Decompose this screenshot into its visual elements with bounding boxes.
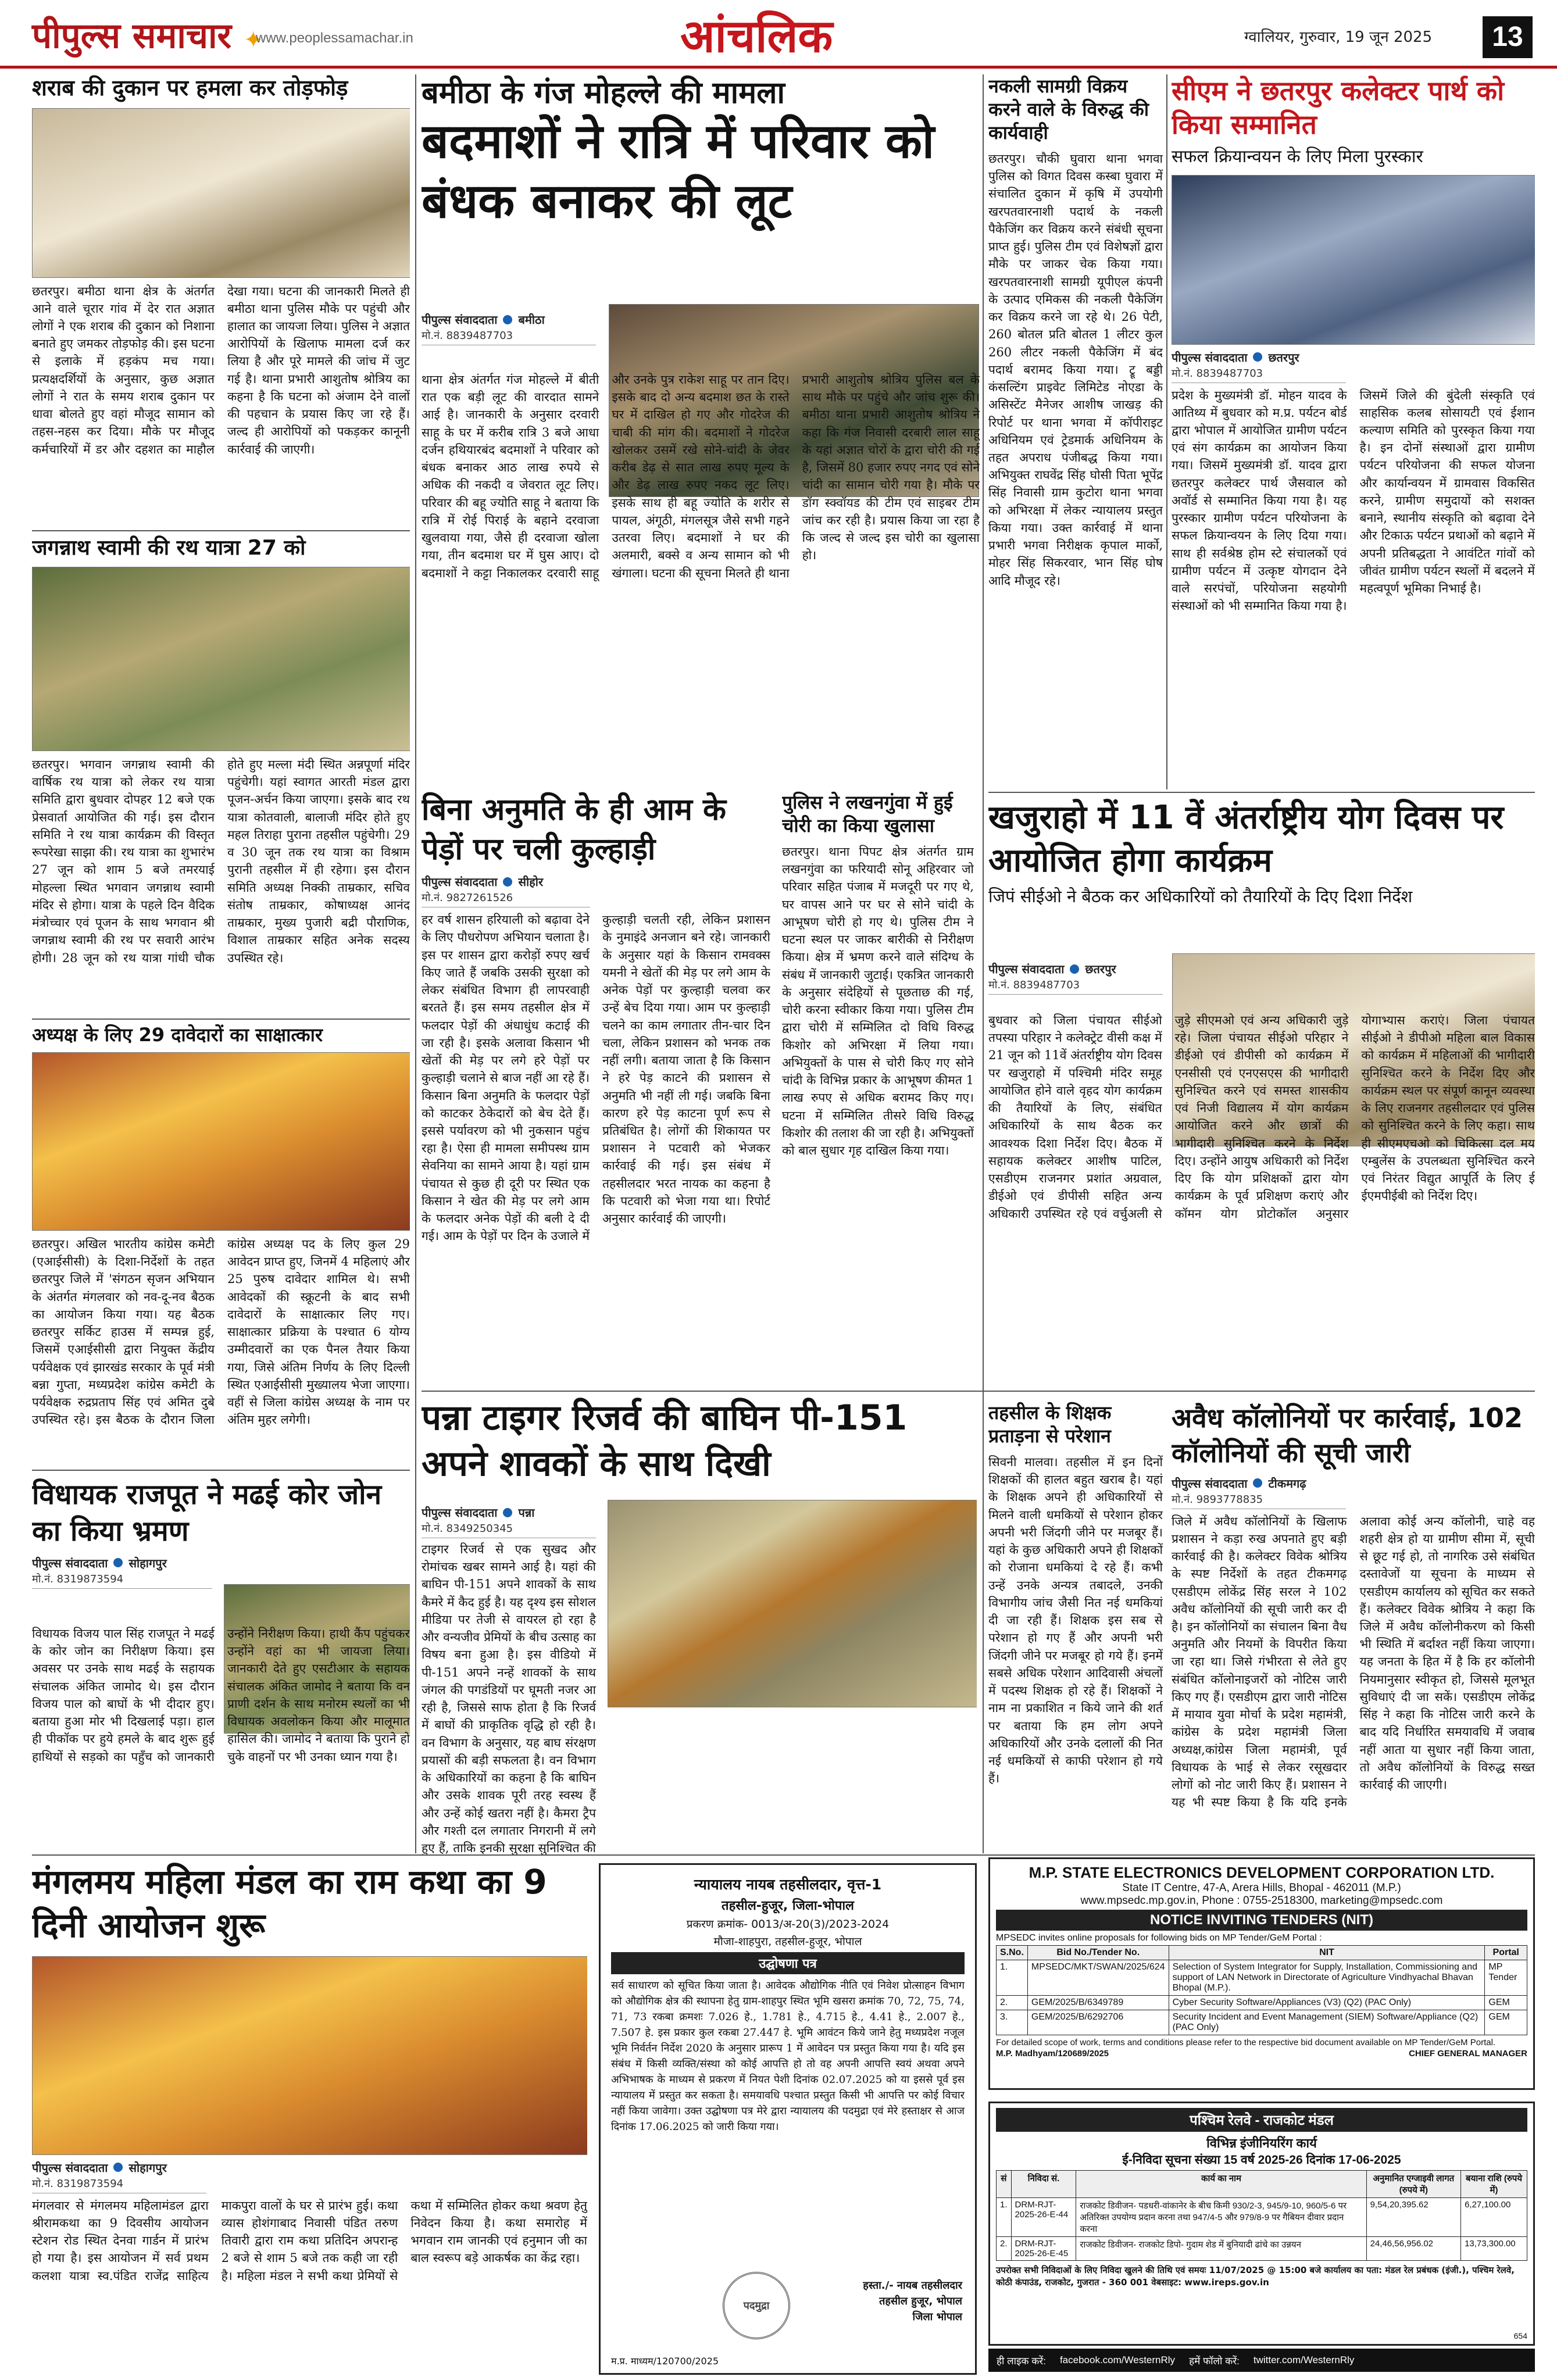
- story-fake-goods: [988, 74, 1163, 789]
- row-rule: [32, 1470, 410, 1471]
- col-portal: Portal: [1485, 1946, 1527, 1960]
- column-rule: [415, 74, 416, 1853]
- byline: पीपुल्स संवाददाता छतरपुर: [1172, 350, 1299, 364]
- signatory-district: जिला भोपाल: [912, 2311, 962, 2323]
- story-body: सिवनी मालवा। तहसील में इन दिनों शिक्षकों की हालत बहुत खराब है। यहां के शिक्षक अपने ही अधिकारियों से मिलने वाली धमकियों से परेशान होकर अपनी भरी जिंदगी जीने पर मजबूर हैं। यहां के कुछ अधिकारी अपने ही शिक्षकों को रोजाना धमकियां दे रहे हैं। कभी उन्हें उनके अन्यत्र तबादले, उनकी विभागीय जांच जैसी नित नई धमकियां दी जा रही हैं। शिक्षक इस सब से परेशान हो गए हैं और अपनी भरी जिंदगी जीने पर मजबूर हो गये हैं। इनमें सबसे अधिक परेशान आदिवासी अंचलों में पदस्थ शिक्षक हो रहे हैं। शिक्षकों ने नाम ना प्रकाशित न किये जाने की शर्त पर बताया कि हम लोग अपने अधिकारियों और उनके दलालों की नित नई धमकियों से काफी परेशान हो गये हैं।: [988, 1455, 1163, 1786]
- byline: पीपुल्स संवाददाता बमीठा: [422, 313, 545, 327]
- rail-title: पश्चिम रेलवे - राजकोट मंडल: [996, 2108, 1527, 2132]
- bullet-icon: [113, 2163, 123, 2172]
- deck: सफल क्रियान्वयन के लिए मिला पुरस्कार: [1172, 146, 1423, 167]
- table-row: 1. DRM-RJT-2025-26-E-44 राजकोट डिवीजन- पडधरी-वांकानेर के बीच किमी 930/2-3, 945/9-10, 960/5-6 पर अतिरिक्त उपयोग्य प्रदान करना तथा 947/4-5 और 979/8-9 पर गैबियन दीवार प्रदान करना 9,54,20,395.62 6,27,100.00: [997, 2198, 1527, 2237]
- org-title: M.P. STATE ELECTRONICS DEVELOPMENT CORPORATION LTD.: [1029, 1864, 1495, 1881]
- story-body: थाना क्षेत्र अंतर्गत गंज मोहल्ले में बीती रात एक बड़ी लूट की वारदात सामने आई है। जानकारी के अनुसार दरवारी साहू के घर में करीब रात्रि 3 बजे आधा दर्जन हथियारबंद बदमाशों ने परिवार को बंधक बनाकर आठ लाख रुपये से अधिक की नकदी व जेवरात लूट लिए। परिवार की बहू ज्योति साहू ने बताया कि रात्रि में रोई पिराई के बहाने दरवाजा खुलवाया गया, जैसे ही दरवाजा खोला गया, तीन बदमाश घर में घुस आए। दो बदमाशों ने कट्टा निकालकर दरवारी साहू और उनके पुत्र राकेश साहू पर तान दिए। इसके बाद दो अन्य बदमाश छत के रास्ते घर में दाखिल हो गए और गोदरेज की चाबी की मांग की। बदमाशों ने गोदरेज खोलकर उसमें रखे सोने-चांदी के जेवर करीब डेढ़ से सात लाख रुपए मूल्य के और डेढ़ लाख रुपए नकद लूट लिए। इसके साथ ही बहू ज्योति के शरीर से पायल, अंगूठी, मंगलसूत्र जैसे सभी गहने उतरवा लिए। बदमाशों ने घर की अलमारी, बक्से व अन्य सामान को भी खंगाला। घटना की सूचना मिलते ही थाना प्रभारी आशुतोष श्रोत्रिय पुलिस बल के साथ मौके पर पहुंचे और जांच शुरू की। बमीठा थाना प्रभारी आशुतोष श्रोत्रिय ने कहा कि गंज निवासी दरबारी लाल साहू के यहां अज्ञात चोरों के द्वारा चोरी की गई है, जिसमें 80 हजार रुपए नगद एवं सोने चांदी का सामान चोरी गया है। मौके पर डॉग स्क्वॉयड की टीम एवं साइबर टीम जांच कर रही है। प्रयास किया जा रहा है कि जल्द से जल्द इस चोरी का खुलासा हो।: [422, 373, 980, 580]
- story-body: छतरपुर। भगवान जगन्नाथ स्वामी की वार्षिक रथ यात्रा को लेकर रथ यात्रा समिति द्वारा बुधवार दोपहर 12 बजे एक प्रेसवार्ता आयोजित की गई। इस दौरान समिति ने रथ यात्रा कार्यक्रम की विस्तृत रूपरेखा साझा की। रथ यात्रा का शुभारंभ 27 जून को शाम 5 बजे तमरयाई मोहल्ला स्थित भगवान जगन्नाथ स्वामी मंदिर से होगा। यात्रा के पहले दिन वैदिक मंत्रोच्चार एवं पूजन के साथ भगवान श्री जगन्नाथ स्वामी की रथ पर सवारी आरंभ होगी। 28 जून को रथ यात्रा गांधी चौक होते हुए मल्ला मंदी स्थित अन्नपूर्णा मंदिर पहुंचेगी। यहां स्वागत आरती मंडल द्वारा पूजन-अर्चन किया जाएगा। इसके बाद रथ यात्रा कोतवाली, बालाजी मंदिर होते हुए महल तिराहा पुराना तहसील पहुंचेगी। 29 व 30 जून तक रथ यात्रा का विश्राम पुरानी तहसील में ही रहेगा। इस दौरान समिति अध्यक्ष निक्की ताम्रकार, सचिव संतोष ताम्रकार, कोषाध्यक्ष आनंद ताम्रकार, मुख्य पुजारी बद्री पौराणिक, विशाल ताम्रकार सहित अनेक सदस्य उपस्थित रहे।: [32, 757, 410, 965]
- story-body: बुधवार को जिला पंचायत सीईओ तपस्या परिहार ने कलेक्ट्रेट वीसी कक्ष में 21 जून को 11वें अंतर्राष्ट्रीय योग दिवस पर खजुराहो में पश्चिमी मंदिर समूह आयोजित होने वाले वृहद योग कार्यक्रम की तैयारियों के लिए, संबंधित अधिकारियों के साथ बैठक कर आवश्यक दिशा निर्देश दिए। बैठक में सहायक कलेक्टर आशीष पाटिल, एसडीएम राजनगर प्रशांत अग्रवाल, डीईओ एवं डीपीसी सहित अन्य अधिकारी उपस्थित रहे एवं वर्चुअली से जुड़े सीएमओ एवं अन्य अधिकारी जुड़े रहे। जिला पंचायत सीईओ परिहार ने डीईओ एवं डीपीसी को कार्यक्रम में एनसीसी एवं एनएसएस की भागीदारी सुनिश्चित करने एवं समस्त शासकीय एवं निजी विद्यालय में योग कार्यक्रम आयोजित करने और छात्रों की भागीदारी सुनिश्चित करने के निर्देश दिए। उन्होंने आयुष अधिकारी को निर्देश दिए कि योग प्रशिक्षकों द्वारा योग कार्यक्रम के पूर्व प्रशिक्षण कराएं और कॉमन योग प्रोटोकॉल अनुसार योगाभ्यास कराएं। जिला पंचायत सीईओ ने डीपीओ महिला बाल विकास को कार्यक्रम में महिलाओं की भागीदारी सुनिश्चित करने के निर्देश दिए और कार्यक्रम स्थल पर संपूर्ण कानून व्यवस्था के लिए राजनगर तहसीलदार एवं पुलिस को सुनिश्चित करने के लिए कहा। साथ ही सीएमएचओ को चिकित्सा दल मय एम्बुलेंस के उपलब्धता सुनिश्चित करने एवं निरंतर विद्युत आपूर्ति के लिए ई ईएमपीईबी को निर्देश दिए।: [988, 1013, 1535, 1221]
- headline: अवैध कॉलोनियों पर कार्रवाई, 102 कॉलोनियों की सूची जारी: [1172, 1402, 1523, 1468]
- org-address: State IT Centre, 47-A, Arera Hills, Bhopal - 462011 (M.P.): [1122, 1882, 1401, 1894]
- notice-body: सर्व साधारण को सूचित किया जाता है। आवेदक औद्योगिक नीति एवं निवेश प्रोत्साहन विभाग को औद्योगिक क्षेत्र की स्थापना हेतु ग्राम-शाहपुर स्थित भूमि खसरा क्रमांक 70, 72, 75, 74, 71, 73 रकबा क्रमशः 7.026 हे., 1.781 हे., 4.715 हे., 4.41 हे., 2.007 हे., 7.507 हे. इस प्रकार कुल रकबा 27.447 हे. भूमि आवंटन किये जाने हेतु मध्यप्रदेश नजूल भूमि निर्वर्तन निर्देश 2020 के अनुसार प्रारूप 1 में आवेदन पत्र प्रस्तुत किया गया है। यदि इस संबंध में किसी व्यक्ति/संस्था को कोई आपत्ति हो तो वह अपनी आपत्ति स्वयं अथवा अपने अभिभाषक के माध्यम से प्रकरण में नियत पेशी दिनांक 02.07.2025 को या इससे पूर्व इस न्यायालय में प्रस्तुत कर सकता है। समयावधि पश्चात प्रस्तुत किसी भी आपत्ति पर कोई विचार नहीं किया जावेगा। उक्त उद्घोषणा पत्र मेरे द्वारा न्यायालय की पदमुद्रा एवं मेरे हस्ताक्षर से आज दिनांक 17.06.2025 को जारी किया गया।: [611, 1979, 965, 2133]
- col-nit: NIT: [1169, 1946, 1485, 1960]
- byline: पीपुल्स संवाददाता पन्ना: [422, 1506, 535, 1520]
- ref-number: M.P. Madhyam/120689/2025: [996, 2049, 1109, 2059]
- signatory-office: तहसील हुजूर, भोपाल: [879, 2295, 962, 2307]
- row-rule: [422, 1391, 1535, 1392]
- seal-stamp: पदमुद्रा: [723, 2272, 790, 2339]
- headline: नकली सामग्री विक्रय करने वाले के विरुद्ध की कार्यवाही: [988, 75, 1149, 144]
- column-rule: [1166, 74, 1167, 789]
- like-label: ही लाइक करें:: [997, 2355, 1046, 2367]
- masthead: [0, 0, 1557, 69]
- story-congress: [32, 1023, 410, 1465]
- photo: [608, 1500, 977, 1707]
- nit-footer: For detailed scope of work, terms and conditions please refer to the respective bid document available on MP Tender/GeM Portal.: [996, 2038, 1496, 2047]
- story-liquor-shop: [32, 74, 410, 528]
- story-mango-trees: [422, 791, 770, 1389]
- col-sno: S.No.: [997, 1946, 1028, 1960]
- table-header: [997, 1946, 1527, 1960]
- follow-label: हमें फॉलो करें:: [1189, 2355, 1240, 2367]
- story-rath-yatra: [32, 535, 410, 1017]
- table-row: 1. MPSEDC/MKT/SWAN/2025/624 Selection of System Integrator for Supply, Installation, Commissioning and support of LAN Network in Directorate of Agriculture Vindhyachal Bhavan Bhopal (M.P.). MP Tender: [997, 1960, 1527, 1996]
- byline: पीपुल्स संवाददाता सोहागपुर: [32, 1556, 167, 1570]
- org-contact: www.mpsedc.mp.gov.in, Phone : 0755-2518300, marketing@mpsedc.com: [1080, 1895, 1443, 1907]
- signatory: CHIEF GENERAL MANAGER: [1409, 2049, 1527, 2059]
- court-title: न्यायालय नायब तहसीलदार, वृत्त-1: [694, 1876, 882, 1893]
- bullet-icon: [1253, 352, 1262, 362]
- story-body: हर वर्ष शासन हरियाली को बढ़ावा देने के लिए पौधरोपण अभियान चलाता है। इस पर शासन द्वारा करोड़ों रुपए खर्च किए जाते हैं जबकि उसकी सुरक्षा को लेकर संबंधित विभाग ही लापरवाही बरतते हैं। इस समय तहसील क्षेत्र में फलदार पेड़ों की अंधाधुंध कटाई की जा रही है। इसके अलावा किसान भी खेतों की मेड़ पर लगे हरे पेड़ों पर कुल्हाड़ी चलाने से बाज नहीं आ रहे हैं। किसान बिना अनुमति के फलदार पेड़ों को काटकर ठेकेदारों को बेच देते हैं। इससे पर्यावरण को भी नुकसान पहुंच रहा है। ऐसा ही मामला समीपस्थ ग्राम सेवनिया का सामने आया है। यहां ग्राम पंचायत से कुछ ही दूरी पर स्थित एक किसान ने खेत की मेड़ पर लगे आम के फलदार अनेक पेड़ों की बली दे दी गई। आम के पेड़ों पर दिन के उजाले में कुल्हाड़ी चलती रही, लेकिन प्रशासन के नुमाइंदे अनजान बने रहे। जानकारी के अनुसार यहां के किसान रामवक्स यमनी ने खेतों की मेड़ पर लगे आम के अनेक पेड़ों पर कुल्हाड़ी चलवा कर उन्हें बेच दिया गया। आम पर कुल्हाड़ी चलने का काम लगातार तीन-चार दिन चला, लेकिन प्रशासन को भनक तक नहीं लगी। बताया जाता है कि किसान ने हरे पेड़ काटने की प्रशासन से अनुमति भी नहीं ली गई। जबकि बिना कारण हरे पेड़ काटना पूर्ण रूप से प्रतिबंधित है। लोगों की शिकायत पर प्रशासन ने पटवारी को भेजकर कार्रवाई की गई। इस संबंध में तहसीलदार भरत नायक का कहना है कि पटवारी को भेजा गया था। रिपोर्ट अनुसार कार्रवाई की जाएगी।: [422, 913, 770, 1243]
- story-cm-award: [1172, 74, 1535, 789]
- story-mla-visit: [32, 1477, 410, 1849]
- ad-code: 654: [1513, 2331, 1527, 2340]
- photo: [32, 1052, 410, 1231]
- story-body: टाइगर रिजर्व से एक सुखद और रोमांचक खबर सामने आई है। यहां की बाघिन पी-151 अपने शावकों के साथ कैमरे में कैद हुई है। यह दृश्य इस सोशल मीडिया पर तेजी से वायरल हो रहा है और वन्यजीव प्रेमियों के बीच उत्साह का विषय बना हुआ है। इस वीडियो में पी-151 अपने नन्हें शावकों के साथ जंगल की पगडंडियों पर घूमती नजर आ रही है, जिससे साफ होता है कि रिजर्व में बाघों की प्राकृतिक वृद्धि हो रही है। वन विभाग के अनुसार, यह बाघ संरक्षण प्रयासों की बड़ी सफलता है। वन विभाग के अधिकारियों का कहना है कि बाघिन और उसके शावक पूरी तरह स्वस्थ हैं और उन्हें कोई खतरा नहीं है। कैमरा ट्रैप और गश्ती दल लगातार निगरानी में लगे हुए हैं, ताकि इनकी सुरक्षा सुनिश्चित की: [422, 1542, 596, 1854]
- bullet-icon: [1253, 1478, 1262, 1488]
- table-row: 3. GEM/2025/B/6292706 Security Incident and Event Management (SIEM) Software/Appliance (Q2) (PAC Only) GEM: [997, 2010, 1527, 2035]
- story-illegal-colonies: [1172, 1401, 1535, 1849]
- rail-sub: विभिन्न इंजीनियरिंग कार्य: [1206, 2136, 1317, 2150]
- nit-intro: MPSEDC invites online proposals for following bids on MP Tender/GeM Portal :: [996, 1933, 1322, 1943]
- bullet-icon: [503, 315, 512, 324]
- brand-star-icon: ✦: [243, 27, 263, 53]
- mobile: मो.नं. 8349250345: [422, 1521, 596, 1538]
- photo: [32, 567, 410, 751]
- row-rule: [32, 530, 410, 531]
- col-emd: बयाना राशि (रुपये में): [1461, 2171, 1527, 2198]
- story-body: छतरपुर। बमीठा थाना क्षेत्र के अंतर्गत आने वाले चूरार गांव में देर रात अज्ञात लोगों ने एक शराब की दुकान को निशाना बनाते हुए जमकर तोड़फोड़ की। इस घटना से इलाके में हड़कंप मच गया। प्रत्यक्षदर्शियों के अनुसार, कुछ अज्ञात लोगों ने रात के समय शराब दुकान पर धावा बोलते हुए वहां मौजूद सामान को तहस-नहस कर दिया। मौके पर मौजूद कर्मचारियों में डर और दहशत का माहौल देखा गया। घटना की जानकारी मिलते ही बमीठा थाना पुलिस मौके पर पहुंची और हालात का जायजा लिया। पुलिस ने अज्ञात आरोपियों के खिलाफ मामला दर्ज कर लिया है और पूरे मामले की जांच में जुट गई है। थाना प्रभारी आशुतोष श्रोत्रिय का कहना है कि घटना को अंजाम देने वालों की पहचान के प्रयास किए जा रहे हैं। जल्द ही आरोपियों को पकड़कर कानूनी कार्रवाई की जाएगी।: [32, 284, 410, 456]
- page-number: 13: [1483, 16, 1533, 58]
- bullet-icon: [113, 1558, 123, 1567]
- col-bid: Bid No./Tender No.: [1027, 1946, 1169, 1960]
- rail-nit: ई-निविदा सूचना संख्या 15 वर्ष 2025-26 दिनांक 17-06-2025: [1122, 2153, 1401, 2167]
- headline: विधायक राजपूत ने मढई कोर जोन का किया भ्रमण: [32, 1478, 382, 1548]
- story-body: विधायक विजय पाल सिंह राजपूत ने मढई के कोर जोन का निरीक्षण किया। इस अवसर पर उनके साथ मढई के सहायक संचालक अंकित जामोद थे। इस दौरान विजय पाल को बाघों के भी दीदार हुए। बताया हुआ मोर भी दिखलाई पड़ा। हाल ही पीकॉक पर हुये हमले के बाद शुरू हुई हाथियों से सड़को का पहुँच को जानकारी उन्होंने निरीक्षण किया। हाथी कैंप पहुंचकर उन्होंने वहां का भी जायजा लिया। जानकारी देते हुए एसटीआर के सहायक संचालक अंकित जामोद ने बताया कि वन प्राणी दर्शन के साथ मनोरम स्थलों का भी विधायक अवलोकन किया और मालूमात हासिल की। जामोद ने बताया कि पुराने हो चुके वाहनों पर भी उनका ध्यान गया है।: [32, 1627, 410, 1764]
- photo: [32, 1956, 587, 2155]
- story-teachers: [988, 1401, 1163, 1849]
- table-header: [997, 2171, 1527, 2198]
- row-rule: [32, 1019, 410, 1020]
- headline: बिना अनुमति के ही आम के पेड़ों पर चली कुल्हाड़ी: [422, 792, 726, 867]
- col-tender: निविदा सं.: [1011, 2171, 1076, 2198]
- section-title: आंचलिक: [680, 10, 833, 63]
- mobile: मो.नं. 8319873594: [32, 1572, 212, 1589]
- story-body: प्रदेश के मुख्यमंत्री डॉ. मोहन यादव के आतिथ्य में बुधवार को म.प्र. पर्यटन बोर्ड द्वारा भोपाल में आयोजित ग्रामीण पर्यटन एवं संग कार्यक्रम का आयोजन किया गया। जिसमें मुख्यमंत्री डॉ. यादव द्वारा छतरपुर कलेक्टर पार्थ जैसवाल को अवॉर्ड से सम्मानित किया गया है। यह पुरस्कार ग्रामीण पर्यटन परियोजना के सफल क्रियान्वयन के लिए दिया गया। साथ ही सर्वश्रेष्ठ होम स्टे संचालकों एवं ग्रामीण पर्यटन में उत्कृष्ट योगदान देने वाले सरपंचों, परियोजना सहयोगी संस्थाओं को भी सम्मानित किया गया है। जिसमें जिले की बुंदेली संस्कृति एवं साहसिक कलब सोसायटी एवं ईशान कल्याण समिति को पुरस्कृत किया गया है। इन दोनों संस्थाओं द्वारा ग्रामीण पर्यटन परियोजना की सफल योजना और कार्यान्वयन में ग्रामवास विकसित करने, ग्रामीण समुदायों को सशक्त बनाने, स्थानीय संस्कृति को बढ़ावा देने और टिकाऊ पर्यटन प्रथाओं को बढ़ाने में अपनी प्रतिबद्धता ने आवंटित गांवों को जीवंत ग्रामीण पर्यटन स्थलों में बदलने में महत्वपूर्ण भूमिका निभाई है।: [1172, 388, 1535, 613]
- col-cost: अनुमानित एग्जाइवी लागत (रुपये में): [1366, 2171, 1460, 2198]
- headline: अध्यक्ष के लिए 29 दावेदारों का साक्षात्कार: [32, 1024, 323, 1046]
- headline: पुलिस ने लखनगुंवा में हुई चोरी का किया खुलासा: [782, 791, 953, 837]
- mobile: मो.नं. 9827261526: [422, 891, 590, 907]
- court-sub: तहसील-हुजूर, जिला-भोपाल: [722, 1899, 854, 1913]
- rail-table: [996, 2170, 1527, 2261]
- case-number: प्रकरण क्रमांक- 0013/अ-20(3)/2023-2024: [686, 1918, 890, 1931]
- row-rule: [988, 792, 1535, 793]
- deck: जिपं सीईओ ने बैठक कर अधिकारियों को तैयारियों के दिए दिशा निर्देश: [988, 886, 1413, 906]
- tender-table: [996, 1945, 1527, 2035]
- mobile: मो.नं. 9893778835: [1172, 1492, 1346, 1509]
- story-theft-solved: [782, 791, 974, 1389]
- headline: बदमाशों ने रात्रि में परिवार को बंधक बनाकर की लूट: [422, 114, 935, 229]
- row-rule: [32, 1854, 1535, 1856]
- notice-label: उद्घोषणा पत्र: [611, 1952, 965, 1974]
- story-robbery: [422, 74, 980, 795]
- story-yoga-day: [988, 796, 1535, 1395]
- story-body: छतरपुर। अखिल भारतीय कांग्रेस कमेटी (एआईसीसी) के दिशा-निर्देशों के तहत छतरपुर जिले में 'संगठन सृजन अभियान के अंतर्गत मंगलवार को नव-दू-नव बैठक का आयोजन किया गया। यह बैठक छतरपुर सर्किट हाउस में सम्पन्न हुई, जिसमें एआईसीसी द्वारा नियुक्त केंद्रीय पर्यवेक्षक एवं झारखंड सरकार के पूर्व मंत्री बन्ना गुप्ता, मध्यप्रदेश कांग्रेस कमेटी के पर्यवेक्षक रुद्रप्रताप सिंह एवं अमित दुबे उपस्थित रहे। इस बैठक के दौरान जिला कांग्रेस अध्यक्ष पद के लिए कुल 29 आवेदन प्राप्त हुए, जिनमें 4 महिलाएं और 25 पुरुष दावेदार शामिल थे। सभी आवेदकों की स्क्रूटनी के बाद सभी दावेदारों के साक्षात्कार लिए गए। साक्षात्कार प्रक्रिया के पश्चात 6 योग्य उम्मीदवारों का एक पैनल तैयार किया गया, जिसे अंतिम निर्णय के लिए दिल्ली स्थित एआईसीसी मुख्यालय भेजा जाएगा। वहीं से जिला कांग्रेस अध्यक्ष के नाम पर अंतिम मुहर लगेगी।: [32, 1237, 410, 1427]
- bullet-icon: [1070, 964, 1079, 974]
- headline: मंगलमय महिला मंडल का राम कथा का 9 दिनी आयोजन शुरू: [32, 1862, 547, 1946]
- social-footer: [988, 2349, 1535, 2372]
- headline: जगन्नाथ स्वामी की रथ यात्रा 27 को: [32, 536, 306, 560]
- story-ram-katha: [32, 1860, 587, 2378]
- column-rule: [983, 74, 984, 1853]
- mobile: मो.नं. 8839487703: [422, 328, 596, 345]
- byline: पीपुल्स संवाददाता सीहोर: [422, 875, 544, 889]
- tender-mpsedc: [988, 1857, 1535, 2090]
- table-row: 2. GEM/2025/B/6349789 Cyber Security Software/Appliances (V3) (Q2) (PAC Only) GEM: [997, 1996, 1527, 2010]
- story-body: छतरपुर। थाना पिपट क्षेत्र अंतर्गत ग्राम लखनगुंवा का फरियादी सोनू अहिरवार जो परिवार सहित पंजाब में मजदूरी पर गए थे, घर वापस आने पर घर से सोने चांदी के आभूषण चोरी हो गए थे। पुलिस टीम ने घटना स्थल पर जाकर बारीकी से निरीक्षण किया। क्षेत्र में भ्रमण करने वाले संदिग्ध के संबंध में जानकारी जुटाई। एकत्रित जानकारी के अनुसार संदेहियों से पूछताछ की गई, चोरी करना स्वीकार किया गया। पुलिस टीम द्वारा चोरी में सम्मिलित दो विधि विरुद्ध किशोर को अभिरक्षा में लिया गया। अभियुक्तों के पास से चोरी किए गए सोने चांदी के विभिन्न प्रकार के आभूषण कीमत 1 लाख रुपए से अधिक बरामद किए गए। घटना में सम्मिलित तीसरे विधि विरुद्ध किशोर की तलाश की जा रही है। अभियुक्तों को बाल सुधार गृह दाखिल किया गया।: [782, 845, 974, 1157]
- photo: [32, 108, 410, 278]
- col-work: कार्य का नाम: [1076, 2171, 1366, 2198]
- facebook-link[interactable]: facebook.com/WesternRly: [1059, 2354, 1176, 2365]
- byline: पीपुल्स संवाददाता सोहागपुर: [32, 2160, 167, 2175]
- village: मौजा-शाहपुरा, तहसील-हुजूर, भोपाल: [713, 1935, 862, 1948]
- headline: शराब की दुकान पर हमला कर तोड़फोड़: [32, 75, 348, 101]
- bullet-icon: [503, 877, 512, 887]
- twitter-link[interactable]: twitter.com/WesternRly: [1253, 2354, 1355, 2365]
- headline: पन्ना टाइगर रिजर्व की बाघिन पी-151 अपने शावकों के साथ दिखी: [422, 1398, 908, 1485]
- nit-bar: NOTICE INVITING TENDERS (NIT): [996, 1910, 1527, 1931]
- story-body: छतरपुर। चौकी घुवारा थाना भगवा पुलिस को विगत दिवस कस्बा घुवारा में संचालित दुकान में कृषि में उपयोगी खरपतवारनाशी पदार्थ के नकली पैकेजिंग कर विक्रय करने संबंधी सूचना प्राप्त हुई। पुलिस टीम एवं विशेषज्ञों द्वारा मौके पर जाकर चेक किया गया। खरपतवारनाशी सामग्री यूपीएल कंपनी के उत्पाद एमिकस की नकली पैकेजिंग कर विक्रय करने जा रहे थे। 26 पेटी, 260 बोतल प्रति बोतल 1 लीटर कुल 260 लीटर नकली पैकेजिंग में बंद पदार्थ बरामद किया गया। ट्रू बड्डी कंसल्टिंग प्राइवेट लिमिटेड नोएडा के असिस्टेंट मैनेजर आशीष जाखड़ की रिपोर्ट पर थाना भगवा में कॉपीराइट अधिनियम एवं ट्रेडमार्क अधिनियम के तहत अपराध पंजीबद्ध किया गया। अभियुक्त राघवेंद्र सिंह घोसी पिता भूपेंद्र सिंह निवासी ग्राम कुटोरा थाना भगवा को अभिरक्षा में लेकर न्यायालय प्रस्तुत किया गया। उक्त कार्रवाई में थाना प्रभारी भगवा निरीक्षक कृपाल मार्को, मोहर सिंह सिकरवार, भान सिंह घोष आदि मौजूद रहे।: [988, 152, 1163, 588]
- byline: पीपुल्स संवाददाता छतरपुर: [988, 962, 1116, 976]
- byline: पीपुल्स संवाददाता टीकमगढ़: [1172, 1476, 1306, 1491]
- mobile: मो.नं. 8839487703: [1172, 366, 1346, 383]
- brand-logo: पीपुल्स समाचार ✦: [32, 16, 263, 56]
- rail-footer: उपरोक्त सभी निविदाओं के लिए निविदा खुलने की तिथि एवं समयः 11/07/2025 @ 15:00 बजे कार्यालय का पता: मंडल रेल प्रबंधक (इंजी.), पश्चिम रेलवे, कोठी कंपाउंड, राजकोट, गुजरात - 360 001 वेबसाइट: www.ireps.gov.in: [996, 2265, 1515, 2288]
- col-sno: सं: [997, 2171, 1012, 2198]
- bullet-icon: [503, 1508, 512, 1517]
- headline: सीएम ने छतरपुर कलेक्टर पार्थ को किया सम्मानित: [1172, 75, 1505, 140]
- court-notice: [599, 1863, 977, 2375]
- headline: तहसील के शिक्षक प्रताड़ना से परेशान: [988, 1402, 1112, 1447]
- story-body: मंगलवार से मंगलमय महिलामंडल द्वारा श्रीरामकथा का 9 दिवसीय आयोजन स्टेशन रोड स्थित देनवा गार्डन में प्रारंभ हो गया है। इस आयोजन में सर्व प्रथम कलशा यात्रा स्व.पंडित राजेंद्र साहित्य माकपुरा वालों के घर से प्रारंभ हुई। कथा व्यास होशंगाबाद निवासी पंडित तरुण तिवारी द्वारा राम कथा प्रतिदिन अपरान्ह 2 बजे से शाम 5 बजे तक कही जा रही है। महिला मंडल ने सभी कथा प्रेमियों से कथा में सम्मिलित होकर कथा श्रवण हेतु निवेदन किया है। कथा समारोह में भगवान राम जानकी एवं हनुमान जी का बाल स्वरूप बड़े आकर्षक का केंद्र रहा।: [32, 2198, 587, 2283]
- kicker: बमीठा के गंज मोहल्ले की मामला: [422, 76, 785, 110]
- story-body: जिले में अवैध कॉलोनियों के खिलाफ प्रशासन ने कड़ा रुख अपनाते हुए बड़ी कार्रवाई की है। कलेक्टर विवेक श्रोत्रिय के स्पष्ट निर्देशों के तहत टीकमगढ़ एसडीएम लोकेंद्र सिंह सरल ने 102 अवैध कॉलोनियों की सूची जारी कर दी है। इन कॉलोनियों का संचालन बिना वैध अनुमति और नियमों के विपरीत किया जा रहा था। जिसे गंभीरता से लेते हुए संबंधित कॉलोनाइजरों को नोटिस जारी किए गए हैं। एसडीएम द्वारा जारी नोटिस में मायाव युवा मोर्चा के प्रदेश महामंत्री, कांग्रेस के प्रदेश महामंत्री जिला अध्यक्ष,कांग्रेस जिला महामंत्री, पूर्व विधायक के भाई से लेकर रसूखदार लोगों को नोट जारी किए हैं। प्रशासन ने यह भी स्पष्ट किया है कि यदि इनके अलावा कोई अन्य कॉलोनी, चाहे वह शहरी क्षेत्र हो या ग्रामीण सीमा में, सूची से छूट गई हो, तो नागरिक उसे संबंधित दस्तावेजों या सूचना के माध्यम से एसडीएम कार्यालय को सूचित कर सकते हैं। कलेक्टर विवेक श्रोत्रिय ने कहा कि जिले में अवैध कॉलोनीकरण को किसी भी स्थिति में बर्दाश्त नहीं किया जाएगा। यह जनता के हित में है कि हर कॉलोनी नियमानुसार स्वीकृत हो, जिससे मूलभूत सुविधाएं दी जा सकें। एसडीएम लोकेंद्र सिंह ने कहा कि नोटिस जारी करने के बाद यदि निर्धारित समयावधि में जवाब नहीं आता या सुधार नहीं किया जाता, तो अवैध कॉलोनियों के विरुद्ध सख्त कार्रवाई की जाएगी।: [1172, 1514, 1535, 1810]
- mobile: मो.नं. 8319873594: [32, 2177, 206, 2193]
- photo: [1172, 175, 1535, 345]
- signatory: हस्ता./- नायब तहसीलदार: [863, 2279, 962, 2292]
- mobile: मो.नं. 8839487703: [988, 978, 1163, 995]
- headline: खजुराहो में 11 वें अंतर्राष्ट्रीय योग दिवस पर आयोजित होगा कार्यक्रम: [988, 799, 1504, 880]
- tender-railway: [988, 2102, 1535, 2346]
- story-tigress: [422, 1395, 977, 1854]
- website: www.peoplessamachar.in: [256, 30, 413, 46]
- ref-number: म.प्र. माध्यम/120700/2025: [611, 2356, 719, 2367]
- table-row: 2. DRM-RJT-2025-26-E-45 राजकोट डिवीजन- राजकोट डिपो- गुदाम शेड में बुनियादी ढांचे का उन्नयन 24,46,56,956.02 13,73,300.00: [997, 2237, 1527, 2261]
- dateline: ग्वालियर, गुरुवार, 19 जून 2025: [1244, 28, 1433, 46]
